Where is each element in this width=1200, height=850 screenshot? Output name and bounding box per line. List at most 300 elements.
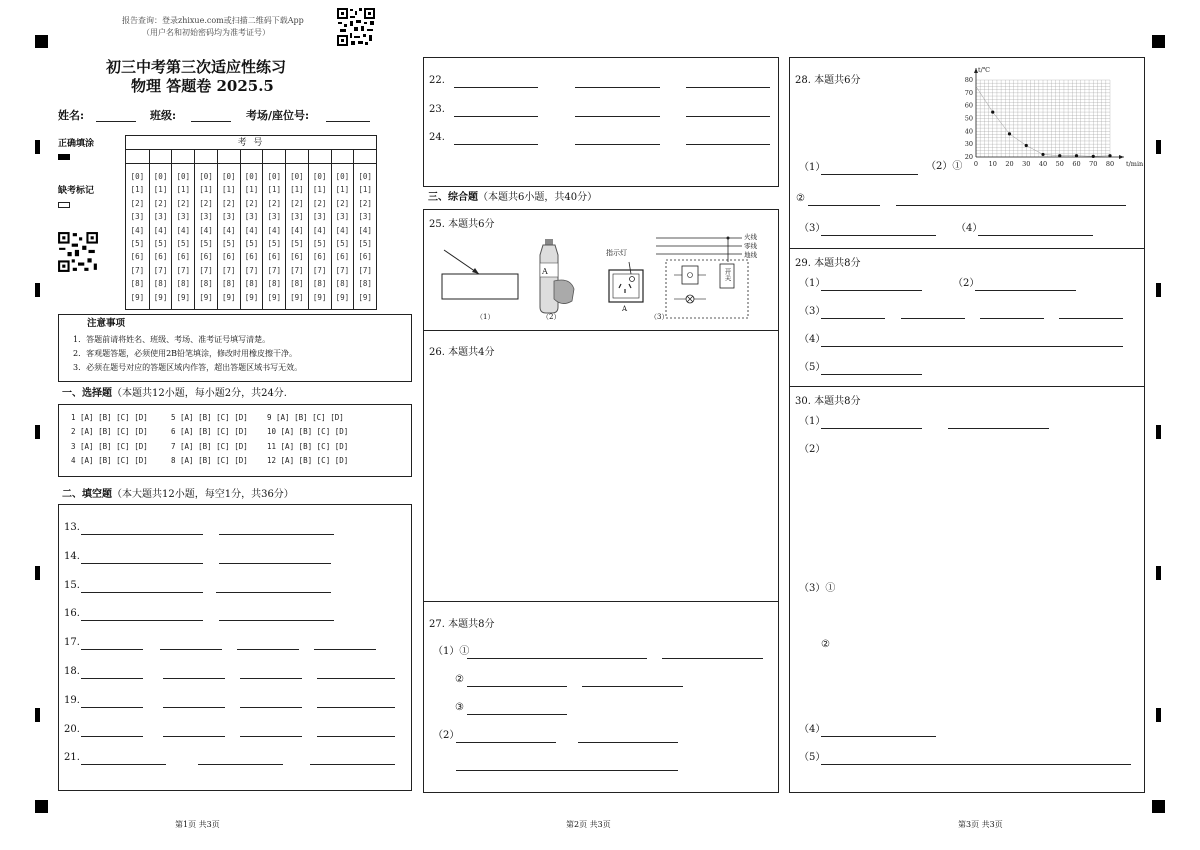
exam-digit-option[interactable]: [0] bbox=[244, 172, 259, 181]
exam-digit-option[interactable]: [1] bbox=[290, 185, 304, 195]
q25-fig1-label: （1） bbox=[476, 313, 495, 321]
fill-question-number: 13. bbox=[64, 522, 80, 533]
exam-digit-option[interactable]: [4] bbox=[312, 225, 327, 235]
answer-line[interactable] bbox=[575, 116, 660, 117]
exam-digit-option[interactable]: [4] bbox=[358, 225, 372, 235]
fill-question-number: 18. bbox=[64, 666, 80, 677]
answer-line[interactable] bbox=[219, 563, 331, 564]
fill-question-number: 15. bbox=[64, 579, 80, 591]
exam-digit-option[interactable]: [8] bbox=[244, 279, 259, 289]
mcq-question[interactable]: 5 [A] [B] [C] [D] bbox=[171, 413, 248, 422]
answer-line[interactable] bbox=[575, 87, 660, 88]
answer-line[interactable] bbox=[81, 764, 166, 765]
exam-digit-option[interactable]: [1] bbox=[335, 185, 350, 195]
exam-digit-option[interactable]: [7] bbox=[153, 265, 168, 275]
exam-digit-option[interactable]: [6] bbox=[199, 252, 213, 262]
exam-digit-option[interactable]: [4] bbox=[335, 225, 350, 235]
exam-digit-option[interactable]: [4] bbox=[267, 225, 281, 235]
col3-answer-box bbox=[789, 57, 1145, 793]
answer-line[interactable] bbox=[216, 592, 331, 593]
exam-digit-option[interactable]: [3] bbox=[221, 212, 236, 222]
mcq-question[interactable]: 8 [A] [B] [C] [D] bbox=[171, 455, 248, 465]
temperature-time-chart bbox=[950, 64, 1144, 180]
mcq-question[interactable]: 1 [A] [B] [C] [D] bbox=[71, 413, 148, 422]
answer-line[interactable] bbox=[81, 534, 203, 535]
data-point bbox=[1041, 153, 1044, 156]
exam-digit-option[interactable]: [4] bbox=[244, 225, 259, 235]
exam-digit-option[interactable]: [0] bbox=[312, 172, 327, 181]
exam-digit-option[interactable]: [2] bbox=[312, 198, 327, 208]
exam-digit-option[interactable]: [3] bbox=[199, 212, 213, 222]
answer-line[interactable] bbox=[686, 116, 770, 117]
answer-line[interactable] bbox=[454, 116, 538, 117]
exam-digit-option[interactable]: [1] bbox=[358, 185, 372, 195]
exam-digit-option[interactable]: [4] bbox=[176, 225, 191, 235]
section2-note: （本大题共12小题，每空1分，共36分） bbox=[112, 489, 294, 500]
zero-line-label: 零线 bbox=[744, 242, 757, 250]
exam-digit-option[interactable]: [8] bbox=[199, 279, 213, 289]
q26-title: 26. 本题共4分 bbox=[429, 347, 495, 358]
answer-line[interactable] bbox=[237, 649, 299, 650]
exam-digit-option[interactable]: [7] bbox=[335, 265, 350, 275]
exam-digit-option[interactable]: [3] bbox=[176, 212, 191, 222]
exam-number-grid bbox=[125, 135, 377, 310]
data-point bbox=[1075, 154, 1078, 157]
exam-digit-option[interactable]: [2] bbox=[199, 198, 213, 208]
answer-line[interactable] bbox=[686, 144, 770, 145]
mcq-question[interactable]: 11 [A] [B] [C] [D] bbox=[267, 441, 349, 451]
exam-digit-option[interactable]: [8] bbox=[290, 279, 304, 289]
exam-digit-column bbox=[308, 150, 331, 309]
report-query-line: 报告查询：登录zhixue.com或扫描二维码下载App bbox=[122, 16, 304, 25]
exam-digit-option[interactable]: [7] bbox=[176, 265, 191, 275]
exam-digit-option[interactable]: [0] bbox=[176, 172, 191, 181]
fill-in-box bbox=[58, 504, 412, 791]
q28-part4: （4） bbox=[956, 223, 983, 234]
answer-line[interactable] bbox=[219, 620, 334, 621]
exam-digit-option[interactable]: [7] bbox=[358, 265, 372, 275]
exam-digit-option[interactable]: [9] bbox=[335, 292, 350, 302]
exam-digit-option[interactable]: [9] bbox=[153, 292, 168, 302]
exam-digit-option[interactable]: [1] bbox=[153, 185, 168, 195]
q29-part5: （5） bbox=[799, 362, 826, 373]
exam-digit-option[interactable]: [5] bbox=[130, 239, 145, 249]
answer-line[interactable] bbox=[821, 764, 1131, 765]
divider bbox=[790, 248, 1144, 249]
q25-title: 25. 本题共6分 bbox=[429, 219, 495, 230]
exam-digit-option[interactable]: [5] bbox=[244, 239, 259, 249]
indicator-label: 指示灯 bbox=[606, 249, 627, 257]
q28-part2: （2）① bbox=[926, 161, 963, 172]
answer-line[interactable] bbox=[317, 736, 395, 737]
answer-line[interactable] bbox=[454, 144, 538, 145]
data-point bbox=[1058, 154, 1061, 157]
answer-line[interactable] bbox=[81, 592, 203, 593]
q25-fig3-label: （3） bbox=[650, 313, 669, 321]
section1-title: 一、选择题 bbox=[62, 388, 112, 399]
q29-part1: （1） bbox=[799, 278, 826, 289]
exam-digit-option[interactable]: [1] bbox=[312, 185, 327, 195]
exam-digit-option[interactable]: [8] bbox=[335, 279, 350, 289]
exam-digit-option[interactable]: [6] bbox=[312, 252, 327, 262]
notice-item: 3．必须在题号对应的答题区域内作答，超出答题区域书写无效。 bbox=[73, 363, 303, 372]
section2-heading bbox=[62, 490, 294, 500]
registration-mark bbox=[1152, 800, 1165, 813]
answer-line[interactable] bbox=[219, 534, 334, 535]
exam-digit-column bbox=[126, 150, 149, 309]
svg-text:A: A bbox=[542, 267, 548, 276]
exam-digit-option[interactable]: [2] bbox=[153, 198, 168, 208]
answer-line[interactable] bbox=[578, 742, 678, 743]
answer-line[interactable] bbox=[901, 318, 965, 319]
timing-mark bbox=[35, 708, 40, 722]
exam-digit-option[interactable]: [5] bbox=[358, 239, 372, 249]
x-tick-label: 60 bbox=[1072, 160, 1081, 168]
exam-digit-option[interactable]: [8] bbox=[153, 279, 168, 289]
q30-part5: （5） bbox=[799, 752, 826, 763]
answer-line[interactable] bbox=[456, 770, 678, 771]
x-tick-label: 20 bbox=[1005, 160, 1014, 168]
exam-digit-option[interactable]: [2] bbox=[290, 198, 304, 208]
question-number: 23. bbox=[429, 103, 445, 115]
exam-digit-option[interactable]: [6] bbox=[358, 252, 372, 262]
exam-digit-option[interactable]: [8] bbox=[358, 279, 372, 289]
name-label: 姓名: bbox=[58, 109, 85, 122]
page-number: 第3页 共3页 bbox=[958, 820, 1003, 829]
mcq-question[interactable]: 6 [A] [B] [C] [D] bbox=[171, 427, 248, 437]
q28-part1: （1） bbox=[799, 162, 826, 173]
socket-A-label: A bbox=[622, 305, 628, 313]
answer-line[interactable] bbox=[467, 686, 567, 687]
answer-line[interactable] bbox=[240, 736, 302, 737]
answer-line[interactable] bbox=[821, 346, 1123, 347]
exam-digit-option[interactable]: [0] bbox=[153, 172, 168, 181]
exam-digit-option[interactable]: [6] bbox=[290, 252, 304, 262]
socket-icon bbox=[607, 262, 647, 304]
answer-line[interactable] bbox=[456, 742, 556, 743]
answer-line[interactable] bbox=[467, 714, 567, 715]
exam-subtitle: 物理 答题卷 2025.5 bbox=[131, 77, 274, 95]
exam-digit-option[interactable]: [7] bbox=[267, 265, 281, 275]
answer-line[interactable] bbox=[980, 318, 1044, 319]
exam-digit-option[interactable]: [6] bbox=[130, 252, 145, 262]
answer-line[interactable] bbox=[978, 235, 1093, 236]
answer-line[interactable] bbox=[240, 707, 302, 708]
exam-digit-option[interactable]: [2] bbox=[358, 198, 372, 208]
answer-line[interactable] bbox=[163, 678, 225, 679]
answer-line[interactable] bbox=[821, 736, 936, 737]
exam-digit-column bbox=[285, 150, 308, 309]
mcq-question[interactable]: 7 [A] [B] [C] [D] bbox=[171, 441, 248, 451]
exam-digit-option[interactable]: [1] bbox=[176, 185, 191, 195]
answer-line[interactable] bbox=[575, 144, 660, 145]
exam-digit-option[interactable]: [0] bbox=[267, 172, 281, 181]
answer-line[interactable] bbox=[467, 658, 647, 659]
exam-digit-option[interactable]: [9] bbox=[290, 292, 304, 302]
q27-part1: （1）① bbox=[433, 646, 470, 657]
exam-digit-option[interactable]: [9] bbox=[130, 292, 145, 302]
exam-digit-option[interactable]: [1] bbox=[199, 185, 213, 195]
answer-line[interactable] bbox=[310, 764, 395, 765]
q30-part4: （4） bbox=[799, 724, 826, 735]
mcq-question[interactable]: 9 [A] [B] [C] [D] bbox=[267, 413, 344, 422]
fill-question-number: 17. bbox=[64, 637, 80, 649]
exam-digit-option[interactable]: [6] bbox=[153, 252, 168, 262]
mcq-box bbox=[58, 404, 412, 477]
q22-24-box bbox=[423, 57, 779, 187]
divider bbox=[424, 330, 778, 331]
answer-line[interactable] bbox=[454, 87, 538, 88]
answer-line[interactable] bbox=[975, 290, 1076, 291]
exam-digit-option[interactable]: [3] bbox=[335, 212, 350, 222]
q29-part3: （3） bbox=[799, 306, 826, 317]
y-tick-label: 20 bbox=[964, 153, 973, 161]
exam-digit-option[interactable]: [8] bbox=[130, 279, 145, 289]
exam-digit-option[interactable]: [1] bbox=[267, 185, 281, 195]
exam-digit-option[interactable]: [4] bbox=[199, 225, 213, 235]
exam-digit-option[interactable]: [8] bbox=[176, 279, 191, 289]
class-field[interactable] bbox=[191, 121, 231, 122]
y-axis-label: t/℃ bbox=[978, 66, 991, 74]
exam-digit-option[interactable]: [0] bbox=[335, 172, 350, 181]
exam-digit-column bbox=[194, 150, 217, 309]
exam-digit-option[interactable]: [1] bbox=[130, 185, 145, 195]
exam-number-title: 考 号 bbox=[126, 136, 376, 150]
answer-line[interactable] bbox=[808, 205, 880, 206]
fill-question-number: 21. bbox=[64, 752, 80, 764]
exam-digit-option[interactable]: [9] bbox=[221, 292, 236, 302]
exam-digit-option[interactable]: [7] bbox=[244, 265, 259, 275]
notice-item: 2．客观题答题，必须使用2B铅笔填涂，修改时用橡皮擦干净。 bbox=[73, 349, 298, 358]
exam-digit-option[interactable]: [3] bbox=[130, 212, 145, 222]
x-tick-label: 70 bbox=[1089, 160, 1098, 168]
divider bbox=[424, 601, 778, 602]
q28-part3: （3） bbox=[799, 223, 826, 234]
answer-line[interactable] bbox=[686, 87, 770, 88]
answer-line[interactable] bbox=[163, 736, 225, 737]
exam-digit-option[interactable]: [9] bbox=[312, 292, 327, 302]
exam-digit-option[interactable]: [0] bbox=[358, 172, 372, 181]
y-tick-label: 70 bbox=[964, 88, 973, 97]
answer-line[interactable] bbox=[582, 686, 683, 687]
answer-line[interactable] bbox=[81, 707, 143, 708]
exam-digit-option[interactable]: [3] bbox=[358, 212, 372, 222]
exam-digit-option[interactable]: [5] bbox=[335, 239, 350, 249]
question-number: 24. bbox=[429, 132, 445, 143]
y-tick-label: 50 bbox=[964, 114, 973, 123]
exam-digit-option[interactable]: [4] bbox=[153, 225, 168, 235]
exam-digit-option[interactable]: [6] bbox=[176, 252, 191, 262]
exam-digit-option[interactable]: [1] bbox=[244, 185, 259, 195]
exam-digit-option[interactable]: [5] bbox=[221, 239, 236, 249]
q29-part4: （4） bbox=[799, 334, 826, 345]
mcq-question[interactable]: 10 [A] [B] [C] [D] bbox=[267, 427, 349, 437]
page-number: 第2页 共3页 bbox=[566, 820, 611, 829]
exam-digit-option[interactable]: [8] bbox=[221, 279, 236, 289]
x-axis-arrow bbox=[1119, 155, 1124, 159]
exam-digit-option[interactable]: [9] bbox=[176, 292, 191, 302]
y-tick-label: 60 bbox=[964, 101, 973, 110]
exam-digit-option[interactable]: [6] bbox=[335, 252, 350, 262]
x-tick-label: 0 bbox=[973, 160, 979, 168]
exam-digit-option[interactable]: [0] bbox=[290, 172, 304, 181]
exam-digit-option[interactable]: [4] bbox=[290, 225, 304, 235]
exam-digit-option[interactable]: [6] bbox=[267, 252, 281, 262]
answer-line[interactable] bbox=[948, 428, 1049, 429]
col2-answer-box bbox=[423, 209, 779, 793]
timing-mark bbox=[1156, 140, 1161, 154]
section1-note: （本题共12小题，每小题2分，共24分. bbox=[112, 388, 287, 399]
switch-label: 开关 bbox=[723, 268, 732, 281]
exam-digit-option[interactable]: [9] bbox=[244, 292, 259, 302]
exam-digit-option[interactable]: [5] bbox=[176, 239, 191, 249]
registration-mark bbox=[1152, 35, 1165, 48]
exam-digit-option[interactable]: [7] bbox=[312, 265, 327, 275]
timing-mark bbox=[1156, 708, 1161, 722]
mcq-question[interactable]: 4 [A] [B] [C] [D] bbox=[71, 455, 148, 465]
notice-title: 注意事项 bbox=[87, 318, 126, 329]
q27-sub3: ③ bbox=[455, 702, 464, 713]
exam-digit-option[interactable]: [9] bbox=[199, 292, 213, 302]
exam-digit-option[interactable]: [2] bbox=[267, 198, 281, 208]
mcq-question[interactable]: 3 [A] [B] [C] [D] bbox=[71, 441, 148, 451]
exam-digit-option[interactable]: [7] bbox=[199, 265, 213, 275]
x-axis-label: t/min bbox=[1126, 160, 1144, 168]
exam-digit-option[interactable]: [7] bbox=[290, 265, 304, 275]
exam-digit-option[interactable]: [9] bbox=[267, 292, 281, 302]
answer-line[interactable] bbox=[317, 678, 395, 679]
exam-digit-option[interactable]: [2] bbox=[244, 198, 259, 208]
q28-title: 28. 本题共6分 bbox=[795, 75, 861, 86]
q30-part2: （2） bbox=[799, 444, 826, 455]
timing-mark bbox=[1156, 283, 1161, 297]
answer-line[interactable] bbox=[821, 318, 885, 319]
answer-line[interactable] bbox=[1059, 318, 1123, 319]
section2-title: 二、填空题 bbox=[62, 489, 112, 500]
correct-fill-label: 正确填涂 bbox=[58, 139, 95, 149]
answer-line[interactable] bbox=[81, 678, 143, 679]
section3-title: 三、综合题 bbox=[428, 192, 478, 203]
answer-line[interactable] bbox=[240, 678, 302, 679]
exam-digit-option[interactable]: [4] bbox=[130, 225, 145, 235]
exam-digit-option[interactable]: [3] bbox=[244, 212, 259, 222]
exam-digit-option[interactable]: [5] bbox=[267, 239, 281, 249]
exam-digit-option[interactable]: [2] bbox=[130, 198, 145, 208]
exam-digit-option[interactable]: [0] bbox=[221, 172, 236, 181]
exam-digit-option[interactable]: [3] bbox=[153, 212, 168, 222]
x-tick-label: 30 bbox=[1022, 160, 1031, 168]
exam-digit-option[interactable]: [5] bbox=[153, 239, 168, 249]
answer-line[interactable] bbox=[821, 174, 918, 175]
answer-line[interactable] bbox=[81, 563, 203, 564]
exam-digit-option[interactable]: [3] bbox=[312, 212, 327, 222]
exam-digit-option[interactable]: [5] bbox=[312, 239, 327, 249]
q25-fig2-label: （2） bbox=[542, 313, 561, 321]
exam-digit-option[interactable]: [8] bbox=[267, 279, 281, 289]
exam-digit-option[interactable]: [2] bbox=[335, 198, 350, 208]
answer-line[interactable] bbox=[317, 707, 395, 708]
q29-part2: （2） bbox=[953, 278, 980, 289]
answer-line[interactable] bbox=[314, 649, 376, 650]
fill-question-number: 16. bbox=[64, 608, 80, 620]
exam-digit-option[interactable]: [2] bbox=[221, 198, 236, 208]
answer-line[interactable] bbox=[662, 658, 763, 659]
answer-line[interactable] bbox=[896, 205, 1126, 206]
fill-question-number: 19. bbox=[64, 694, 80, 706]
seat-field[interactable] bbox=[326, 121, 370, 122]
exam-digit-option[interactable]: [9] bbox=[358, 292, 372, 302]
q30-sub2: ② bbox=[821, 639, 830, 650]
answer-line[interactable] bbox=[821, 235, 936, 236]
notice-box bbox=[58, 314, 412, 382]
mcq-question[interactable]: 2 [A] [B] [C] [D] bbox=[71, 427, 148, 437]
exam-digit-option[interactable]: [3] bbox=[267, 212, 281, 222]
registration-mark bbox=[35, 800, 48, 813]
exam-digit-option[interactable]: [7] bbox=[130, 265, 145, 275]
exam-digit-column bbox=[240, 150, 263, 309]
q27-part2: （2） bbox=[433, 730, 460, 741]
answer-line[interactable] bbox=[81, 620, 203, 621]
data-point bbox=[1025, 144, 1028, 147]
answer-line[interactable] bbox=[81, 649, 143, 650]
exam-digit-column bbox=[149, 150, 172, 309]
answer-line[interactable] bbox=[160, 649, 222, 650]
answer-line[interactable] bbox=[198, 764, 283, 765]
q30-part3: （3）① bbox=[799, 583, 836, 594]
q27-sub2: ② bbox=[455, 674, 464, 685]
exam-digit-option[interactable]: [1] bbox=[221, 185, 236, 195]
absent-mark-box[interactable] bbox=[58, 202, 70, 208]
section3-note: （本题共6小题，共40分） bbox=[478, 192, 598, 203]
timing-mark bbox=[35, 566, 40, 580]
exam-digit-option[interactable]: [0] bbox=[199, 172, 213, 181]
mcq-question[interactable]: 12 [A] [B] [C] [D] bbox=[267, 455, 349, 465]
exam-digit-option[interactable]: [5] bbox=[290, 239, 304, 249]
exam-title: 初三中考第三次适应性练习 bbox=[106, 58, 287, 76]
exam-digit-option[interactable]: [3] bbox=[290, 212, 304, 222]
fill-question-number: 14. bbox=[64, 550, 80, 562]
exam-digit-column bbox=[217, 150, 240, 309]
exam-digit-option[interactable]: [5] bbox=[199, 239, 213, 249]
registration-mark bbox=[35, 35, 48, 48]
notice-item: 1．答题前请将姓名、班级、考场、准考证号填写清楚。 bbox=[73, 335, 271, 344]
x-tick-label: 50 bbox=[1055, 160, 1064, 168]
answer-line[interactable] bbox=[821, 290, 922, 291]
exam-digit-option[interactable]: [2] bbox=[176, 198, 191, 208]
exam-digit-option[interactable]: [8] bbox=[312, 279, 327, 289]
answer-line[interactable] bbox=[821, 428, 922, 429]
answer-line[interactable] bbox=[821, 374, 922, 375]
q29-title: 29. 本题共8分 bbox=[795, 258, 861, 269]
answer-line[interactable] bbox=[163, 707, 225, 708]
q28-sub2: ② bbox=[796, 193, 805, 204]
answer-line[interactable] bbox=[81, 736, 143, 737]
fill-question-number: 20. bbox=[64, 723, 80, 735]
x-tick-label: 10 bbox=[988, 160, 997, 168]
x-tick-label: 40 bbox=[1038, 160, 1048, 168]
timing-mark bbox=[35, 425, 40, 439]
exam-digit-option[interactable]: [6] bbox=[221, 252, 236, 262]
q27-title: 27. 本题共8分 bbox=[429, 619, 495, 630]
name-field[interactable] bbox=[96, 121, 136, 122]
exam-digit-option[interactable]: [4] bbox=[221, 225, 236, 235]
exam-digit-option[interactable]: [0] bbox=[130, 172, 145, 181]
section3-heading bbox=[428, 193, 597, 203]
x-tick-label: 80 bbox=[1105, 160, 1115, 168]
exam-digit-option[interactable]: [7] bbox=[221, 265, 236, 275]
exam-digit-option[interactable]: [6] bbox=[244, 252, 259, 262]
report-query-line2: （用户名和初始密码均为准考证号） bbox=[142, 28, 270, 37]
